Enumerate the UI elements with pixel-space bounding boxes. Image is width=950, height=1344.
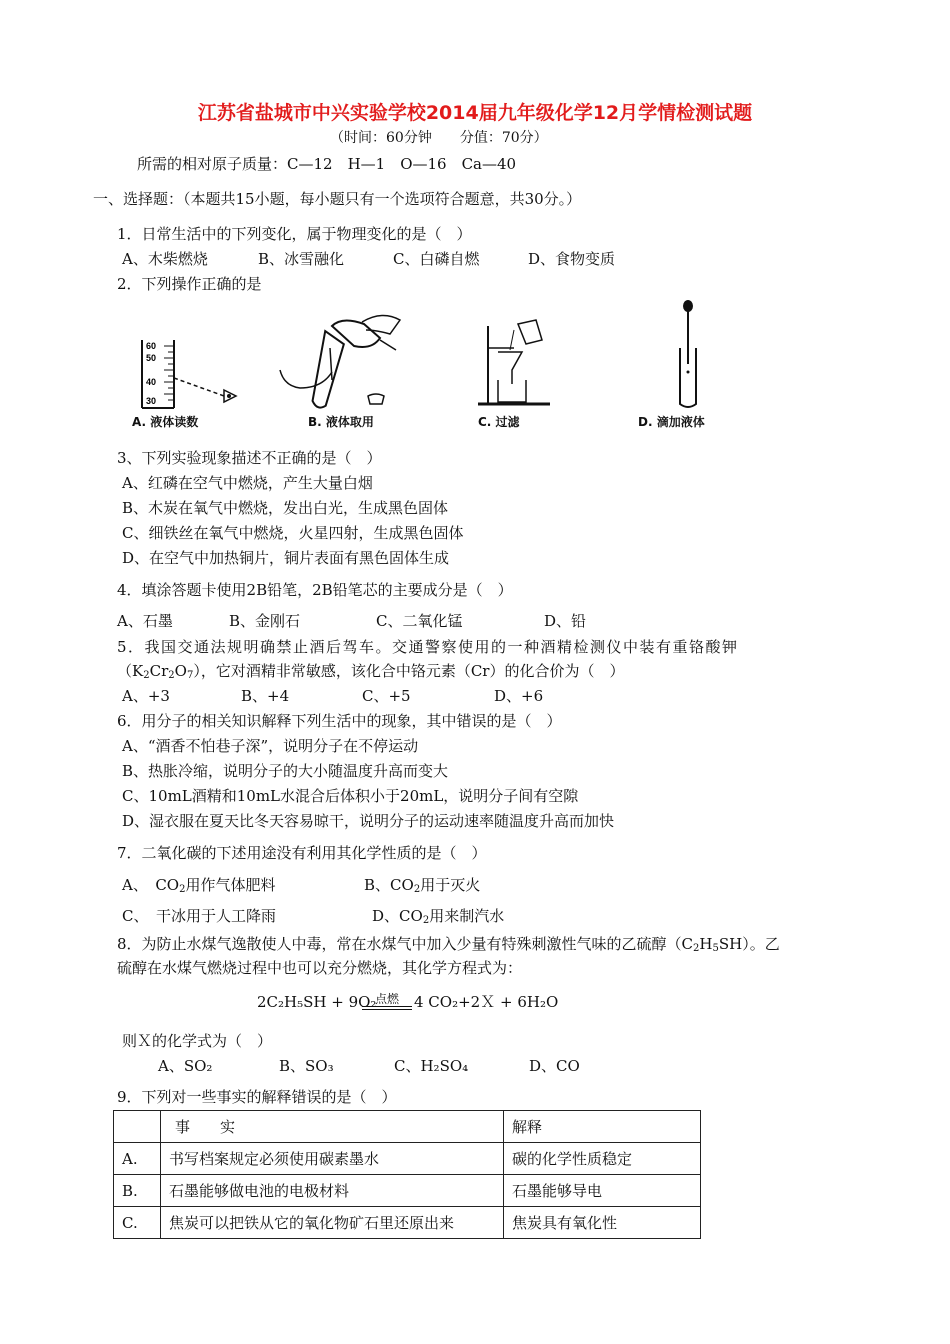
q8-stem-line2: 硫醇在水煤气燃烧过程中也可以充分燃烧，其化学方程式为： <box>117 959 523 977</box>
q1-option-b: B、冰雪融化 <box>258 250 345 268</box>
table-row <box>114 1175 701 1207</box>
q5-option-b: B、+4 <box>241 687 290 705</box>
equation-right: 4 CO₂+2Ｘ + 6H₂O <box>414 993 559 1011</box>
table-cell: 焦炭具有氧化性 <box>504 1207 701 1239</box>
equation-bar-bottom <box>362 1009 412 1010</box>
q4-option-a: A、石墨 <box>117 612 173 630</box>
q8-option-a: A、SO₂ <box>158 1057 213 1075</box>
facts-table <box>113 1110 701 1239</box>
q4-option-d: D、铅 <box>544 612 587 630</box>
q7-option-a: A、 $CO_2$用作气体肥料 <box>122 876 276 895</box>
table-cell: 石墨能够做电池的电极材料 <box>161 1175 504 1207</box>
q4-option-b: B、金刚石 <box>229 612 301 630</box>
q4-stem: 4．填涂答题卡使用2B铅笔，2B铅笔芯的主要成分是（ ） <box>117 581 513 599</box>
q1-option-c: C、白磷自燃 <box>393 250 480 268</box>
atomic-masses: 所需的相对原子质量：C—12 H—1 O—16 Ca—40 <box>137 155 517 173</box>
figure-caption-d: D. 滴加液体 <box>638 415 705 429</box>
q3-option-b: B、木炭在氧气中燃烧，发出白光，生成黑色固体 <box>122 499 449 517</box>
q8-option-d: D、CO <box>529 1057 580 1075</box>
q9-stem: 9．下列对一些事实的解释错误的是（ ） <box>117 1088 397 1106</box>
q1-option-d: D、食物变质 <box>528 250 616 268</box>
q2-stem: 2．下列操作正确的是 <box>117 275 262 293</box>
page-title: 江苏省盐城市中兴实验学校2014届九年级化学12月学情检测试题 <box>197 102 753 124</box>
figure-liquid-reading <box>128 300 268 435</box>
equation-bar-top <box>362 1006 412 1007</box>
table-header-cell <box>114 1111 161 1143</box>
q5-option-d: D、+6 <box>494 687 544 705</box>
tick-label: 40 <box>146 377 157 387</box>
table-cell: 书写档案规定必须使用碳素墨水 <box>161 1143 504 1175</box>
tick-label: 60 <box>146 341 157 351</box>
q8-option-b: B、SO₃ <box>279 1057 334 1075</box>
table-cell: A. <box>114 1143 161 1175</box>
pouring-illustration <box>272 300 422 410</box>
table-cell: B. <box>114 1175 161 1207</box>
filtration-illustration <box>470 300 580 410</box>
figure-caption-c: C. 过滤 <box>478 415 520 429</box>
q8-option-c: C、H₂SO₄ <box>394 1057 469 1075</box>
q6-stem: 6．用分子的相关知识解释下列生活中的现象，其中错误的是（ ） <box>117 712 562 730</box>
q6-option-d: D、湿衣服在夏天比冬天容易晾干，说明分子的运动速率随温度升高而加快 <box>122 812 615 830</box>
q5-stem-line2: $(K_2Cr_2O_7)$，它对酒精非常敏感，该化合中铬元素（Cr）的化合价为（ ） <box>117 662 625 681</box>
q3-option-c: C、细铁丝在氧气中燃烧，火星四射，生成黑色固体 <box>122 524 464 542</box>
table-cell: 石墨能够导电 <box>504 1175 701 1207</box>
funnel-icon <box>498 352 522 384</box>
q8-stem-line1: 8．为防止水煤气逸散使人中毒，常在水煤气中加入少量有特殊刺激性气味的乙硫醇$(C_2H_5SH)$。乙 <box>117 935 780 954</box>
table-header-cell: 事 实 <box>161 1111 504 1143</box>
q5-option-c: C、+5 <box>362 687 411 705</box>
equation-condition: 点燃 <box>374 992 399 1006</box>
table-cell: 碳的化学性质稳定 <box>504 1143 701 1175</box>
dropper-illustration <box>636 300 756 410</box>
q3-option-a: A、红磷在空气中燃烧，产生大量白烟 <box>122 474 373 492</box>
q3-option-d: D、在空气中加热铜片，铜片表面有黑色固体生成 <box>122 549 450 567</box>
time-score: （时间：60分钟 分值：70分） <box>330 130 548 146</box>
graduated-cylinder-illustration <box>128 300 268 410</box>
q7-option-b: B、$CO_2$用于灭火 <box>364 876 481 895</box>
table-header-row <box>114 1111 701 1143</box>
figure-filtration <box>470 300 580 435</box>
q7-option-c: C、 干冰用于人工降雨 <box>122 907 276 925</box>
q4-option-c: C、二氧化锰 <box>376 612 463 630</box>
table-cell: C. <box>114 1207 161 1239</box>
table-row <box>114 1143 701 1175</box>
figure-liquid-pouring <box>272 300 422 435</box>
q7-stem: 7．二氧化碳的下述用途没有利用其化学性质的是（ ） <box>117 844 487 862</box>
q5-stem-line1: 5．我国交通法规明确禁止酒后驾车。交通警察使用的一种酒精检测仪中装有重铬酸钾 <box>117 638 739 656</box>
q3-stem: 3、下列实验现象描述不正确的是（ ） <box>117 449 382 467</box>
figure-caption-a: A. 液体读数 <box>132 415 199 429</box>
stopper-icon <box>368 394 384 404</box>
equation-left: 2C₂H₅SH + 9O₂ <box>257 993 377 1011</box>
q6-option-a: A、“酒香不怕巷子深”，说明分子在不停运动 <box>122 737 419 755</box>
table-header-cell: 解释 <box>504 1111 701 1143</box>
q1-option-a: A、木柴燃烧 <box>122 250 208 268</box>
section-heading: 一、选择题：（本题共15小题，每小题只有一个选项符合题意，共30分。） <box>93 190 582 208</box>
table-row <box>114 1207 701 1239</box>
q1-stem: 1．日常生活中的下列变化，属于物理变化的是（ ） <box>117 225 472 243</box>
figure-caption-b: B. 液体取用 <box>308 415 374 429</box>
tick-label: 50 <box>146 353 157 363</box>
figure-dropper <box>636 300 756 435</box>
q8-ask: 则Ｘ的化学式为（ ） <box>122 1032 273 1050</box>
q5-option-a: A、+3 <box>122 687 170 705</box>
q7-option-d: D、$CO_2$用来制汽水 <box>372 907 505 926</box>
tick-label: 30 <box>146 396 157 406</box>
q6-option-c: C、10mL酒精和10mL水混合后体积小于20mL，说明分子间有空隙 <box>122 787 579 805</box>
table-cell: 焦炭可以把铁从它的氧化物矿石里还原出来 <box>161 1207 504 1239</box>
q6-option-b: B、热胀冷缩，说明分子的大小随温度升高而变大 <box>122 762 449 780</box>
